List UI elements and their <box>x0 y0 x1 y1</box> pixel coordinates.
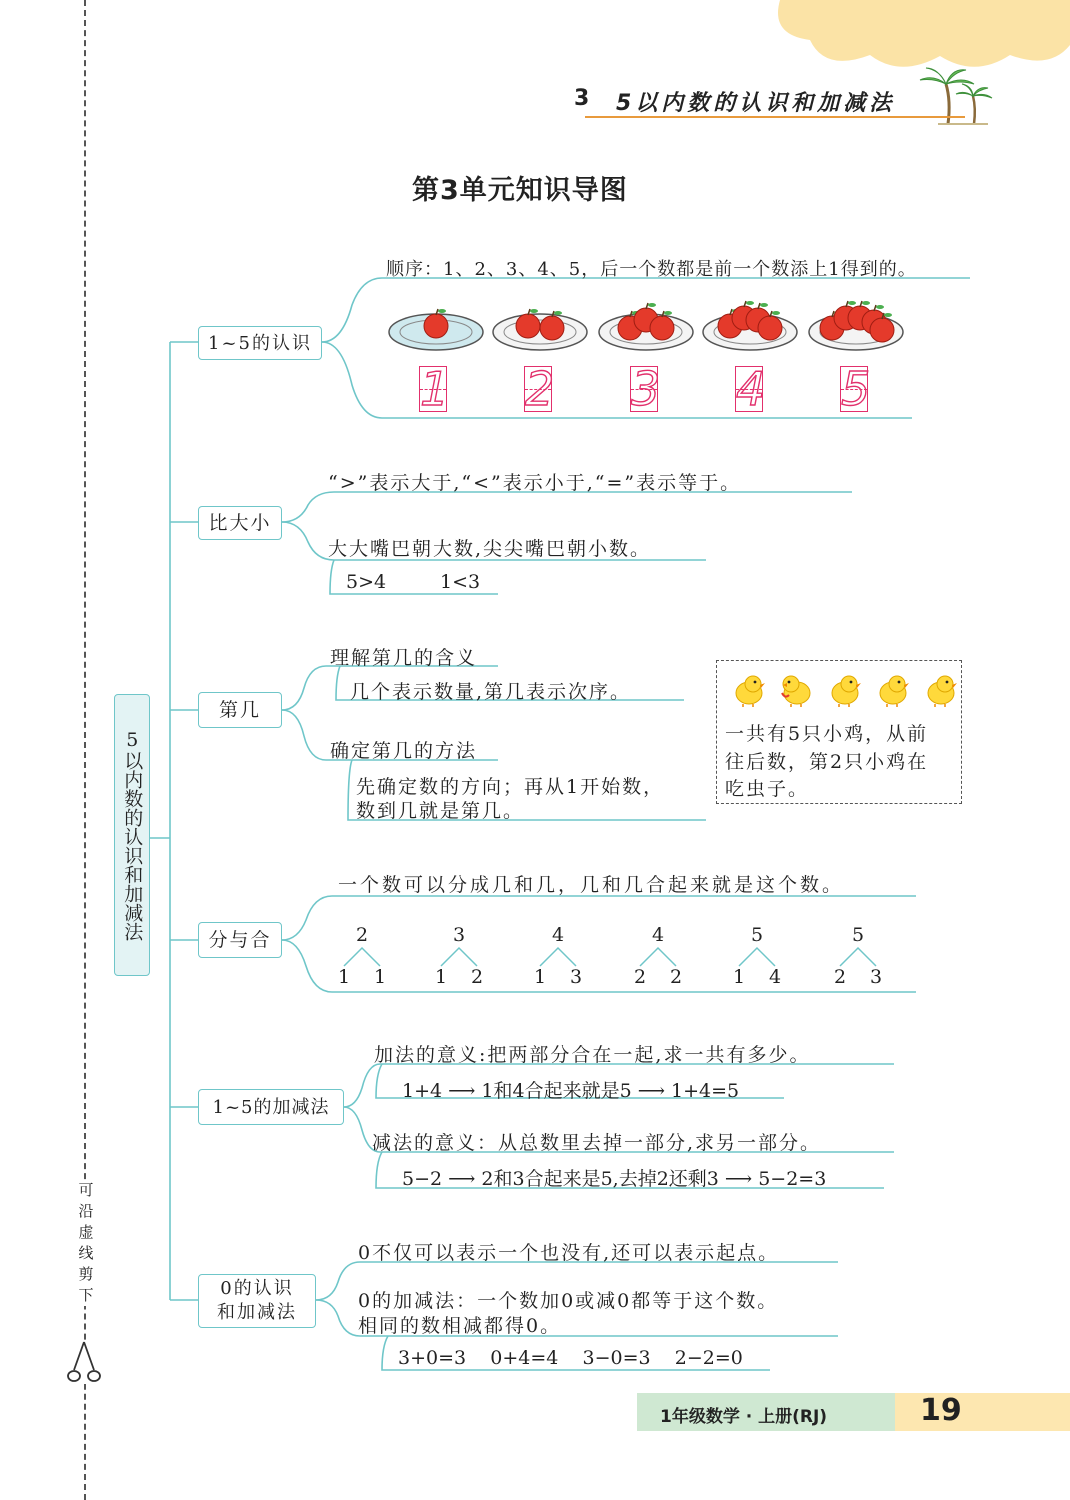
split-branch-line <box>441 948 477 966</box>
branch-6-label-line-2: 和加减法 <box>217 1302 297 1323</box>
apple <box>650 316 674 340</box>
chick-example-line-3: 吃虫子。 <box>725 778 810 800</box>
apple <box>424 314 448 338</box>
digit-box-5 <box>840 362 871 416</box>
chick-icon <box>875 673 911 707</box>
apple <box>870 318 894 342</box>
split-right-number: 4 <box>769 966 782 988</box>
branch-1-node <box>198 326 322 360</box>
digit-2: 2 <box>525 362 555 416</box>
split-left-number: 1 <box>534 966 547 988</box>
digit-box-1 <box>419 362 450 416</box>
apple-plate-1 <box>386 298 486 358</box>
zero-examples: 3+0=3 0+4=4 3−0=3 2−2=0 <box>398 1347 743 1369</box>
split-right-number: 2 <box>471 966 484 988</box>
split-branch-line <box>739 948 775 966</box>
addition-example: 1+4 ⟶ 1和4合起来就是5 ⟶ 1+4=5 <box>402 1080 740 1102</box>
split-top-number: 4 <box>552 924 565 946</box>
compare-example-2: 1<3 <box>440 571 481 593</box>
apple <box>540 316 564 340</box>
split-right-number: 1 <box>374 966 387 988</box>
book-label: 1年级数学 · 上册(RJ) <box>660 1407 828 1427</box>
split-branch-line <box>640 948 676 966</box>
subtraction-meaning: 减法的意义：从总数里去掉一部分,求另一部分。 <box>372 1132 822 1154</box>
chick-example-line-2: 往后数，第2只小鸡在 <box>725 751 929 773</box>
chick-icon <box>827 673 863 707</box>
split-right-number: 2 <box>670 966 683 988</box>
ordinal-method-line-1: 先确定数的方向；再从1开始数， <box>356 776 665 798</box>
apple <box>516 314 540 338</box>
split-branch-line <box>344 948 380 966</box>
zero-meaning: 0不仅可以表示一个也没有,还可以表示起点。 <box>358 1242 780 1264</box>
chick-example-box <box>716 660 962 804</box>
compare-example-1: 5>4 <box>346 571 387 593</box>
split-right-number: 3 <box>870 966 883 988</box>
split-branch-line <box>540 948 576 966</box>
apple-plate-2 <box>490 298 590 358</box>
branch-6-label-line-1: 0的认识 <box>220 1278 294 1299</box>
split-left-number: 1 <box>338 966 351 988</box>
split-rule-text: 一个数可以分成几和几，几和几合起来就是这个数。 <box>338 874 845 896</box>
mouth-rule-text: 大大嘴巴朝大数,尖尖嘴巴朝小数。 <box>328 538 652 560</box>
branch-1-label: 1~5的认识 <box>208 332 312 354</box>
split-top-number: 2 <box>356 924 369 946</box>
apple-plate-5 <box>806 298 906 358</box>
ordinal-method-title: 确定第几的方法 <box>330 740 478 762</box>
digit-box-4 <box>735 362 766 416</box>
ordinal-meaning-title: 理解第几的含义 <box>330 647 478 669</box>
ordinal-method-line-2: 数到几就是第几。 <box>356 800 525 822</box>
page-number: 19 <box>920 1393 962 1428</box>
apple <box>758 316 782 340</box>
root-node-label: 5以内数的认识和加减法 <box>121 729 144 941</box>
split-left-number: 2 <box>634 966 647 988</box>
branch-6-node <box>198 1274 316 1328</box>
branch-5-node <box>198 1089 344 1125</box>
page-title: 第3单元知识导图 <box>412 175 628 206</box>
subtraction-example: 5−2 ⟶ 2和3合起来是5,去掉2还剩3 ⟶ 5−2=3 <box>402 1168 827 1190</box>
zero-rule-line-1: 0的加减法：一个数加0或减0都等于这个数。 <box>358 1290 779 1312</box>
chapter-title: 5以内数的认识和加减法 <box>616 91 896 116</box>
split-left-number: 1 <box>733 966 746 988</box>
addition-meaning: 加法的意义:把两部分合在一起,求一共有多少。 <box>374 1044 811 1066</box>
split-left-number: 1 <box>435 966 448 988</box>
branch-4-node <box>198 922 282 958</box>
digit-1: 1 <box>420 362 450 416</box>
chick-example-line-1: 一共有5只小鸡，从前 <box>725 723 929 745</box>
digit-box-3 <box>630 362 661 416</box>
zero-rule-line-2: 相同的数相减都得0。 <box>358 1315 562 1337</box>
comparison-symbols-text: “>”表示大于,“<”表示小于,“=”表示等于。 <box>328 472 742 494</box>
branch-3-label: 第几 <box>218 698 261 721</box>
split-top-number: 5 <box>751 924 764 946</box>
order-text: 顺序：1、2、3、4、5，后一个数都是前一个数添上1得到的。 <box>386 259 917 280</box>
branch-5-label: 1~5的加减法 <box>212 1096 330 1118</box>
split-top-number: 5 <box>852 924 865 946</box>
digit-box-2 <box>524 362 555 416</box>
split-branch-line <box>840 948 876 966</box>
chick-icon <box>731 673 767 707</box>
apple-plate-3 <box>596 298 696 358</box>
chick-icon <box>779 673 815 707</box>
apple-plate-4 <box>700 298 800 358</box>
cut-hint: 可沿虚线剪下 <box>76 1180 96 1306</box>
root-node <box>114 694 150 976</box>
branch-3-node <box>198 692 282 728</box>
branch-2-node <box>198 506 282 540</box>
chapter-number: 3 <box>574 86 592 111</box>
chick-row <box>727 673 957 709</box>
chick-icon <box>923 673 959 707</box>
split-right-number: 3 <box>570 966 583 988</box>
split-left-number: 2 <box>834 966 847 988</box>
split-top-number: 4 <box>652 924 665 946</box>
branch-2-label: 比大小 <box>208 511 272 534</box>
branch-4-label: 分与合 <box>208 928 272 951</box>
digit-3: 3 <box>631 362 661 416</box>
split-top-number: 3 <box>453 924 466 946</box>
digit-4: 4 <box>736 362 766 416</box>
ordinal-meaning-text: 几个表示数量,第几表示次序。 <box>350 681 632 703</box>
digit-5: 5 <box>841 362 871 416</box>
